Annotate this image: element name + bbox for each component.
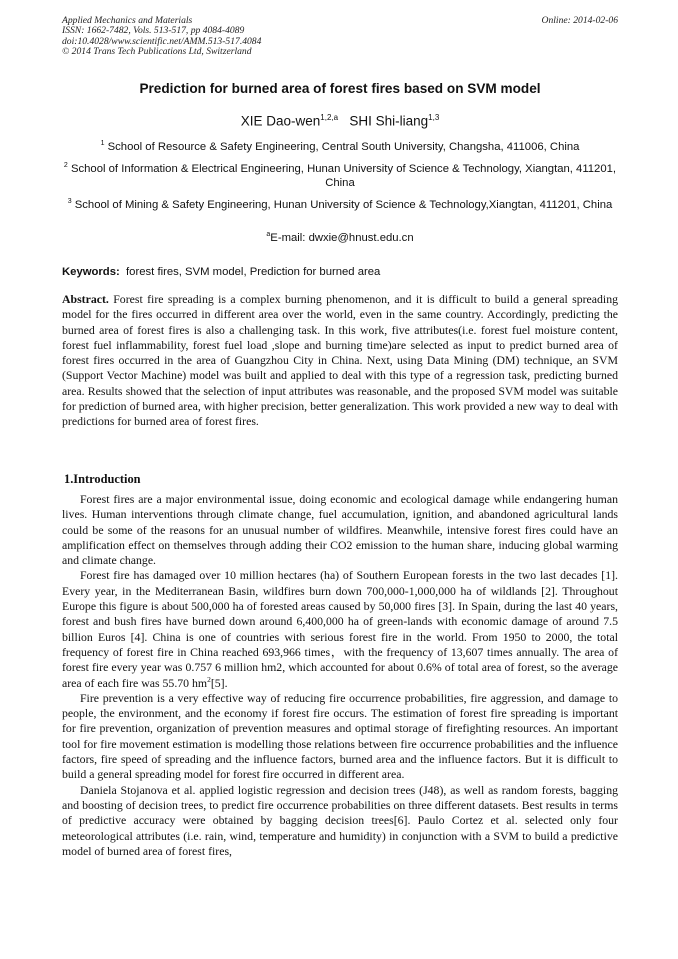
journal-name: Applied Mechanics and Materials bbox=[62, 15, 193, 26]
author-name: XIE Dao-wen bbox=[240, 113, 321, 129]
online-date: Online: 2014-02-06 bbox=[541, 15, 618, 26]
affiliation-sup: 2 bbox=[63, 162, 68, 169]
affiliation-2 bbox=[62, 159, 618, 190]
area-unit-sup: 2 bbox=[207, 674, 211, 684]
affiliation-text: School of Information & Electrical Engineering, Hunan University of Science & Technology, Xiangtan, 411201, China bbox=[70, 162, 617, 189]
keywords-label: Keywords: bbox=[62, 266, 120, 278]
paper-title: Prediction for burned area of forest fires based on SVM model bbox=[139, 81, 541, 96]
affiliation-1 bbox=[62, 137, 618, 154]
keywords-text: forest fires, SVM model, Prediction for burned area bbox=[126, 266, 381, 278]
intro-paragraph-2-text: Forest fire has damaged over 10 million hectares (ha) of Southern European forests in the two last decades [1]. Every year, in the Mediterranean Basin, wildfires burn down 700,000-1,000,000 ha of wildlands [2]. Throughout Europe this figure is about 500,000 ha of forested areas caused by 50,000 fires [3]. In Spain, during the last 40 years, forest and bush fires have burned down around 6,400,000 ha of green-lands with economic damage of around 7.5 billion Euros [4]. China is one of countries with serious forest fire in the world. From 1950 to 2000, the total frequency of forest fire in China reached 693,966 times，with the frequency of 13,607 times annually. The area of forest fire every year was 0.757 6 million hm2, which accounted for about 0.6% of total area of forest, so the average area of each fire was 55.70 hm bbox=[62, 568, 618, 690]
intro-paragraph-3: Fire prevention is a very effective way of reducing fire occurrence probabilities, fire aggression, and damage to people, the environment, and the economy if forest fire occurs. The estimation of forest fire spreading is important for fire prevention, organization of prevention measures and optimal storage of firefighting resources. An important tool for fire movement estimation is modelling those relations between fire occurrence probabilities and the influence factors, fire speed of spreading and the influence factors, burned area and the influence factors. But it is difficult to build a general spreading model for forest fire occurred in different area. bbox=[62, 690, 618, 782]
intro-paragraph-2 bbox=[62, 568, 618, 690]
email-text: E-mail: dwxie@hnust.edu.cn bbox=[270, 231, 414, 244]
email-sup: a bbox=[266, 231, 271, 238]
author-list bbox=[62, 113, 618, 129]
contact-email bbox=[62, 231, 618, 244]
affiliation-text: School of Resource & Safety Engineering, Central South University, Changsha, 411006, China bbox=[107, 140, 580, 153]
journal-header bbox=[62, 16, 618, 58]
doi-line: doi:10.4028/www.scientific.net/AMM.513-517.4084 bbox=[62, 35, 262, 47]
intro-paragraph-4: Daniela Stojanova et al. applied logistic regression and decision trees (J48), as well as random forests, bagging and boosting of decision trees, to predict fire occurrence probabilities on three different datasets. Best results in terms of predictive accuracy were obtained by bagging decision trees[6]. Paulo Cortez et al. selected only four meteorological attributes (i.e. rain, wind, temperature and humidity) in conjunction with a SVM to build a predictive model of burned area of forest fires, bbox=[62, 782, 618, 858]
abstract bbox=[62, 292, 618, 430]
abstract-text: Forest fire spreading is a complex burning phenomenon, and it is difficult to build a general spreading model for the fires occurred in different area over the world, even in the same country. Accordingly, predicting the burned area of forest fires is also a challenging task. In this work, five attributes(i.e. forest fuel moisture content, forest fuel inflammability, forest fuel load ,slope and burning time)are selected as input to predict burned area of forest fires occurred in the area of Guangzhou City in China. Next, using Data Mining (DM) technique, an SVM (Support Vector Machine) model was built and applied to deal with this type of a regression task, predicting burned area. Results showed that the selection of input attributes was reasonable, and the proposed SVM model was suitable for prediction of burned area, with higher precision, better generalization. This work provided a new way to deal with predictions for burned area of forest fires. bbox=[62, 292, 618, 429]
author-affiliation-sup: 1,2,a bbox=[320, 113, 339, 122]
intro-paragraph-2-citation: [5]. bbox=[210, 675, 228, 690]
affiliation-text: School of Mining & Safety Engineering, Hunan University of Science & Technology,Xiangtan, 411201, China bbox=[74, 198, 613, 211]
affiliation-3 bbox=[62, 195, 618, 212]
author-affiliation-sup: 1,3 bbox=[428, 113, 440, 122]
affiliation-sup: 3 bbox=[67, 198, 72, 205]
introduction-body bbox=[62, 492, 618, 859]
issn-line: ISSN: 1662-7482, Vols. 513-517, pp 4084-4089 bbox=[62, 25, 245, 37]
intro-paragraph-1: Forest fires are a major environmental issue, doing economic and ecological damage while endangering human lives. Human interventions through climate change, fuel accumulation, ignition, and abandoned agricultural lands could be some of the reasons for an unusual number of wildfires. Meanwhile, intensive forest fires could have an amplification effect on themselves through adding their CO2 emission to the human share, inducing global warming and climate change. bbox=[62, 492, 618, 568]
copyright-line: © 2014 Trans Tech Publications Ltd, Switzerland bbox=[62, 46, 252, 58]
author-name: SHI Shi-liang bbox=[349, 113, 429, 129]
affiliation-sup: 1 bbox=[100, 140, 105, 147]
abstract-label: Abstract. bbox=[62, 292, 109, 306]
keywords bbox=[62, 266, 618, 278]
section-heading-introduction: 1.Introduction bbox=[64, 472, 141, 486]
